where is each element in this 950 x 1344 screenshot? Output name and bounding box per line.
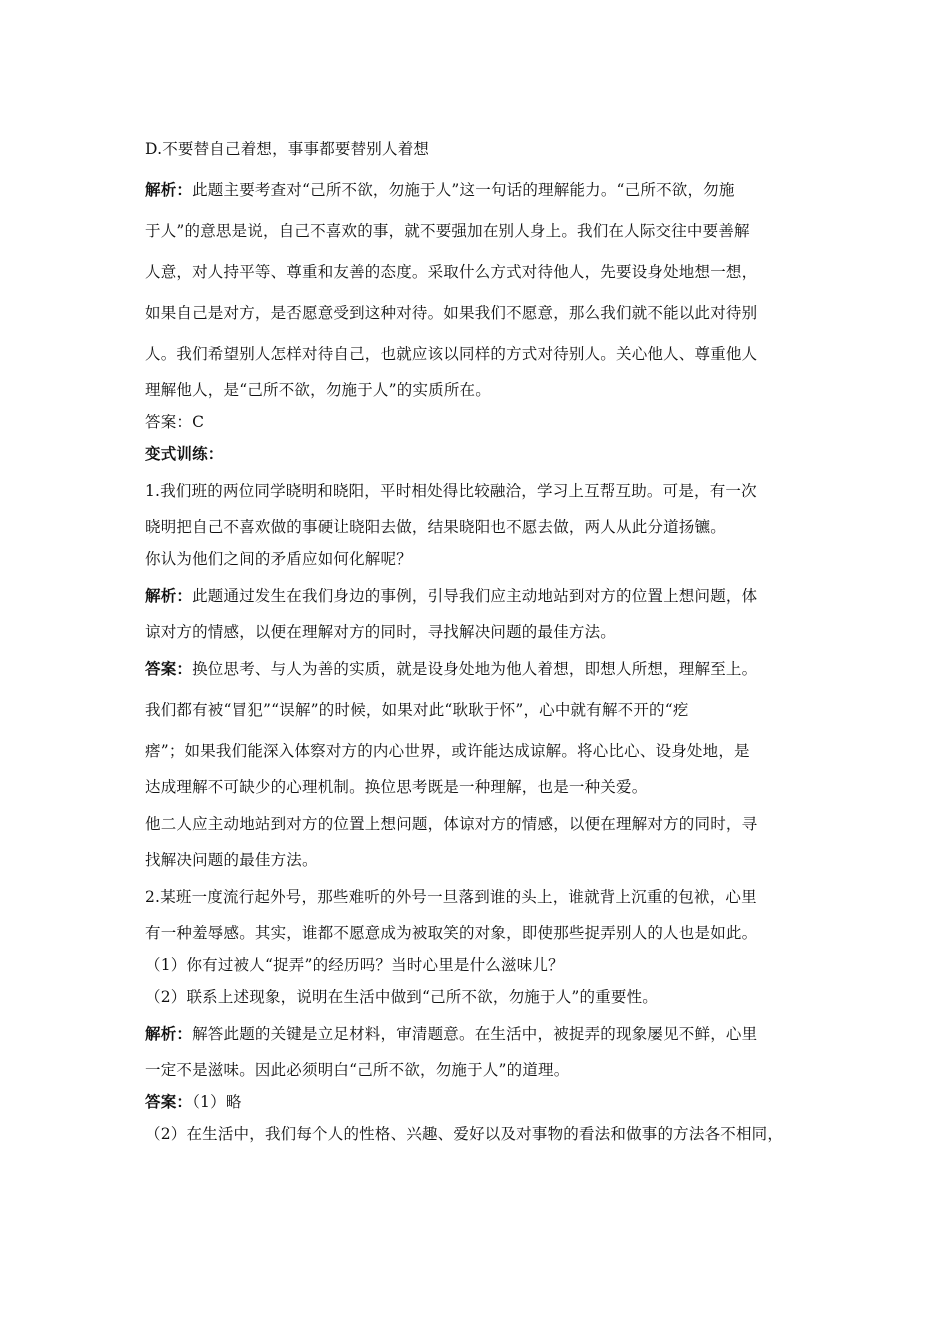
line-text: 瘩”；如果我们能深入体察对方的内心世界，或许能达成谅解。将心比心、设身处地，是: [145, 742, 750, 760]
line-text: （2）联系上述现象，说明在生活中做到“己所不欲，勿施于人”的重要性。: [145, 988, 659, 1006]
line-text: 晓明把自己不喜欢做的事硬让晓阳去做，结果晓阳也不愿去做，两人从此分道扬镳。: [145, 518, 726, 536]
line-text: 1.我们班的两位同学晓明和晓阳，平时相处得比较融洽，学习上互帮互助。可是，有一次: [145, 482, 757, 500]
text-line-22: [145, 917, 820, 949]
text-line-6: [145, 333, 820, 374]
line-text: 理解他人，是“己所不欲，勿施于人”的实质所在。: [145, 381, 491, 399]
line-text: 谅对方的情感，以便在理解对方的同时，寻找解决问题的最佳方法。: [145, 623, 617, 641]
text-line-4: [145, 251, 820, 292]
line-label: 解析：: [145, 180, 193, 199]
line-text: 你认为他们之间的矛盾应如何化解呢？: [145, 550, 412, 568]
line-text: 于人”的意思是说，自己不喜欢的事，就不要强加在别人身上。我们在人际交往中要善解: [145, 222, 750, 240]
line-text: 达成理解不可缺少的心理机制。换位思考既是一种理解，也是一种关爱。: [145, 778, 648, 796]
line-label: 解析：: [145, 1024, 193, 1043]
line-text: 换位思考、与人为善的实质，就是设身处地为他人着想，即想人所想，理解至上。: [192, 660, 758, 678]
text-line-2: [145, 169, 820, 210]
text-line-26: [145, 1054, 820, 1086]
line-text: 一定不是滋味。因此必须明白“己所不欲，勿施于人”的道理。: [145, 1061, 570, 1079]
line-text: （2）在生活中，我们每个人的性格、兴趣、爱好以及对事物的看法和做事的方法各不相同，: [145, 1125, 784, 1143]
line-label: 答案：: [145, 1092, 193, 1111]
line-text: 有一种羞辱感。其实，谁都不愿意成为被取笑的对象，即使那些捉弄别人的人也是如此。: [145, 924, 758, 942]
text-line-24: [145, 981, 820, 1013]
text-line-28: [145, 1118, 820, 1150]
text-line-7: [145, 374, 820, 406]
text-line-1: [145, 128, 820, 169]
text-line-21: [145, 876, 820, 917]
line-text: 解答此题的关键是立足材料，审清题意。在生活中，被捉弄的现象屡见不鲜，心里: [192, 1025, 758, 1043]
text-line-13: [145, 575, 820, 616]
line-text: 答案：C: [145, 413, 205, 431]
text-line-18: [145, 771, 820, 803]
line-text: （1）略: [192, 1093, 242, 1111]
text-line-19: [145, 803, 820, 844]
text-line-23: [145, 949, 820, 981]
text-line-20: [145, 844, 820, 876]
line-label: 答案：: [145, 659, 193, 678]
text-line-10: [145, 470, 820, 511]
line-label: 解析：: [145, 586, 193, 605]
text-line-8: [145, 406, 820, 438]
line-text: 找解决问题的最佳方法。: [145, 851, 318, 869]
text-line-27: [145, 1086, 820, 1118]
text-line-9: [145, 438, 820, 470]
text-line-15: [145, 648, 820, 689]
line-text: 此题主要考查对“己所不欲，勿施于人”这一句话的理解能力。“己所不欲，勿施: [192, 181, 735, 199]
text-line-5: [145, 292, 820, 333]
section-heading: 变式训练：: [145, 444, 224, 463]
text-line-14: [145, 616, 820, 648]
line-text: （1）你有过被人“捉弄”的经历吗？当时心里是什么滋味儿？: [145, 956, 564, 974]
line-text: 如果自己是对方，是否愿意受到这种对待。如果我们不愿意，那么我们就不能以此对待别: [145, 304, 758, 322]
line-text: 人。我们希望别人怎样对待自己，也就应该以同样的方式对待别人。关心他人、尊重他人: [145, 345, 758, 363]
text-line-16: [145, 689, 820, 730]
text-line-11: [145, 511, 820, 543]
line-text: 人意，对人持平等、尊重和友善的态度。采取什么方式对待他人，先要设身处地想一想，: [145, 263, 758, 281]
line-text: D.不要替自己着想，事事都要替别人着想: [145, 140, 430, 158]
text-line-12: [145, 543, 820, 575]
text-line-17: [145, 730, 820, 771]
line-text: 他二人应主动地站到对方的位置上想问题，体谅对方的情感，以便在理解对方的同时，寻: [145, 815, 758, 833]
line-text: 我们都有被“冒犯”“误解”的时候，如果对此“耿耿于怀”，心中就有解不开的“疙: [145, 701, 689, 719]
text-line-25: [145, 1013, 820, 1054]
text-line-3: [145, 210, 820, 251]
line-text: 2.某班一度流行起外号，那些难听的外号一旦落到谁的头上，谁就背上沉重的包袱，心里: [145, 888, 757, 906]
line-text: 此题通过发生在我们身边的事例，引导我们应主动地站到对方的位置上想问题，体: [192, 587, 758, 605]
document-page: [145, 128, 820, 1150]
